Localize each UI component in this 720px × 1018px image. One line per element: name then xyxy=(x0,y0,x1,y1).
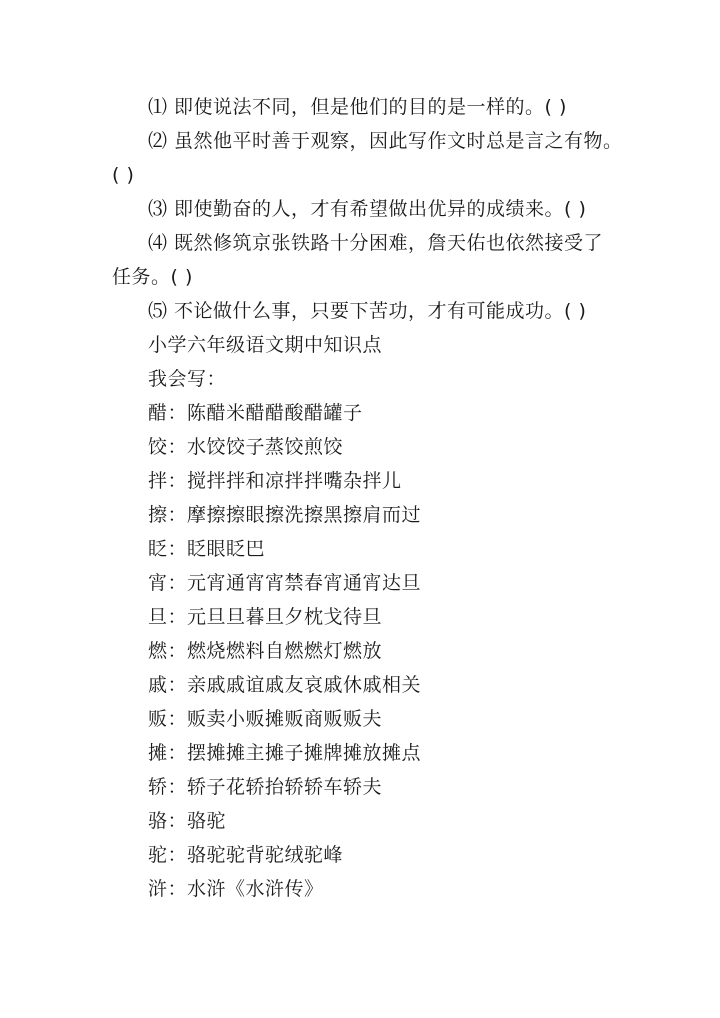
exercise-item xyxy=(112,192,632,226)
exercise-item xyxy=(112,90,632,124)
vocab-item: 轿：轿子花轿抬轿轿车轿夫 xyxy=(148,776,383,798)
vocab-item: 醋：陈醋米醋醋酸醋罐子 xyxy=(148,402,363,424)
exercise-item xyxy=(112,124,632,192)
section-title: 小学六年级语文期中知识点 xyxy=(148,334,383,356)
vocab-item: 浒：水浒《水浒传》 xyxy=(148,878,324,900)
vocab-item: 戚：亲戚戚谊戚友哀戚休戚相关 xyxy=(148,674,422,696)
vocab-item: 宵：元宵通宵宵禁春宵通宵达旦 xyxy=(148,572,422,594)
exercise-text: ⑶ 即使勤奋的人，才有希望做出优异的成绩来。( ) xyxy=(148,198,587,220)
vocab-item: 贩：贩卖小贩摊贩商贩贩夫 xyxy=(148,708,383,730)
vocab-item: 摊：摆摊摊主摊子摊牌摊放摊点 xyxy=(148,742,422,764)
subsection-title: 我会写： xyxy=(148,368,227,390)
exercise-text: ⑷ 既然修筑京张铁路十分困难，詹天佑也依然接受了 xyxy=(148,232,604,254)
exercise-text-continuation: ( ) xyxy=(112,164,135,186)
vocab-item: 燃：燃烧燃料自燃燃灯燃放 xyxy=(148,640,383,662)
vocab-item: 骆：骆驼 xyxy=(148,810,227,832)
vocab-item: 擦：摩擦擦眼擦洗擦黑擦肩而过 xyxy=(148,504,422,526)
vocab-item: 眨：眨眼眨巴 xyxy=(148,538,266,560)
vocab-item: 旦：元旦旦暮旦夕枕戈待旦 xyxy=(148,606,383,628)
document-content xyxy=(112,90,632,906)
exercise-text-continuation: 任务。( ) xyxy=(112,266,193,288)
vocab-item: 饺：水饺饺子蒸饺煎饺 xyxy=(148,436,344,458)
exercise-text: ⑸ 不论做什么事，只要下苦功，才有可能成功。( ) xyxy=(148,300,587,322)
vocab-item: 驼：骆驼驼背驼绒驼峰 xyxy=(148,844,344,866)
vocab-item: 拌：搅拌拌和凉拌拌嘴杂拌儿 xyxy=(148,470,402,492)
exercise-text: ⑴ 即使说法不同，但是他们的目的是一样的。( ) xyxy=(148,96,567,118)
vocab-list xyxy=(112,396,632,906)
exercise-item xyxy=(112,294,632,328)
exercise-item xyxy=(112,226,632,294)
exercise-text: ⑵ 虽然他平时善于观察，因此写作文时总是言之有物。 xyxy=(148,130,623,152)
